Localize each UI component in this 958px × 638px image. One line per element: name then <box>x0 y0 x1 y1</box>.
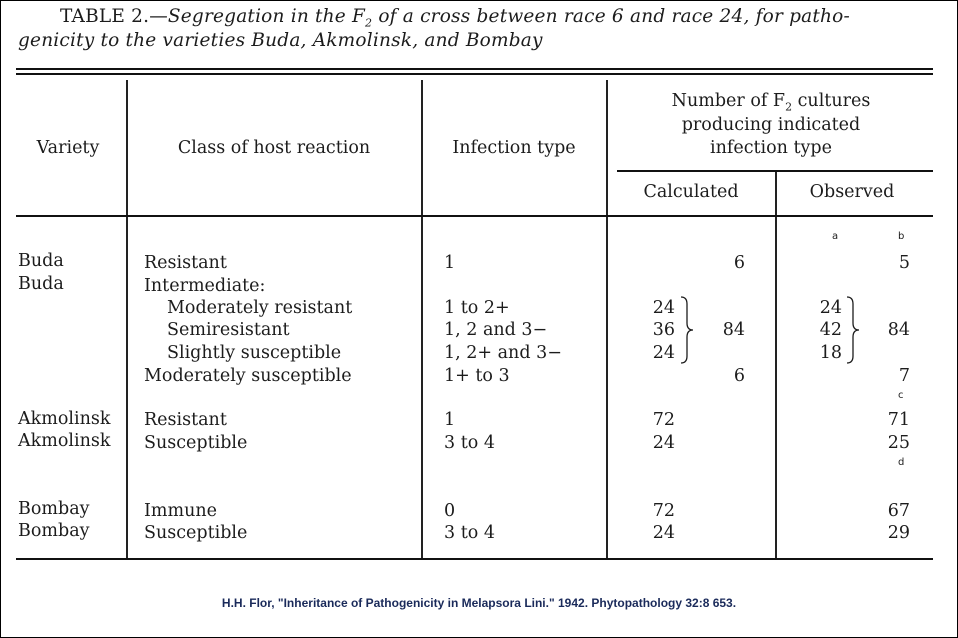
cell-calculated: 72 <box>652 410 675 430</box>
intermediate-total-calculated: 84 <box>722 320 745 340</box>
col-divider-2 <box>421 80 423 558</box>
cell-reaction: Slightly susceptible <box>167 343 342 363</box>
cell-calculated: 36 <box>652 320 675 340</box>
top-rule <box>16 68 933 70</box>
title-text-rest: of a cross between race 6 and race 24, for patho- <box>372 6 850 27</box>
cell-observed: 67 <box>887 501 910 521</box>
table-title-line2: genicity to the varieties Buda, Akmolinsk, and Bombay <box>18 30 543 51</box>
footnote-d: d <box>898 457 905 468</box>
cell-calculated: 6 <box>733 253 745 273</box>
cell-observed: 18 <box>819 343 842 363</box>
header-bottom-rule <box>16 215 933 217</box>
cell-calculated: 24 <box>652 343 675 363</box>
cell-reaction: Resistant <box>144 410 227 430</box>
cell-infection: 1, 2 and 3− <box>444 320 548 340</box>
cell-observed: 42 <box>819 320 842 340</box>
cell-infection: 0 <box>444 501 456 521</box>
header-f2-line2: producing indicated <box>681 115 861 135</box>
cell-infection: 1 <box>444 253 456 273</box>
cell-reaction: Susceptible <box>144 433 248 453</box>
cell-observed: 24 <box>819 298 842 318</box>
cell-reaction: Susceptible <box>144 523 248 543</box>
cell-calculated: 24 <box>652 433 675 453</box>
header-f2-line3: infection type <box>710 138 832 158</box>
source-caption: H.H. Flor, "Inheritance of Pathogenicity in Melapsora Lini." 1942. Phytopathology 32:8 653. <box>221 596 737 610</box>
cell-variety: Akmolinsk <box>18 431 111 451</box>
header-calculated: Calculated <box>643 182 739 202</box>
cell-variety: Akmolinsk <box>18 409 111 429</box>
cell-infection: 1 <box>444 410 456 430</box>
observed-brace <box>846 296 860 364</box>
cell-reaction: Semiresistant <box>167 320 290 340</box>
header-host-reaction: Class of host reaction <box>177 138 371 158</box>
title-subscript: 2 <box>365 16 373 30</box>
header-observed: Observed <box>809 182 895 202</box>
header-f2-subscript: 2 <box>785 100 793 114</box>
cell-observed: 25 <box>887 433 910 453</box>
header-infection-type: Infection type <box>452 138 576 158</box>
cell-reaction: Moderately resistant <box>167 298 353 318</box>
cell-calculated: 72 <box>652 501 675 521</box>
footnote-a: a <box>832 231 839 242</box>
calculated-brace <box>680 296 694 364</box>
cell-infection: 1, 2+ and 3− <box>444 343 562 363</box>
header-f2-rest: cultures <box>792 91 871 111</box>
cell-infection: 3 to 4 <box>444 433 495 453</box>
cell-observed: 29 <box>887 523 910 543</box>
cell-observed: 7 <box>898 366 910 386</box>
bottom-rule <box>16 558 933 560</box>
col-divider-1 <box>126 80 128 558</box>
title-text: Segregation in the F <box>167 6 366 27</box>
cell-reaction: Resistant <box>144 253 227 273</box>
col-divider-3 <box>606 80 608 558</box>
header-variety: Variety <box>36 138 100 158</box>
col-divider-4 <box>775 170 777 558</box>
cell-infection: 1+ to 3 <box>444 366 510 386</box>
cell-infection: 3 to 4 <box>444 523 495 543</box>
intermediate-total-observed: 84 <box>887 320 910 340</box>
cell-variety: Bombay <box>18 521 90 541</box>
cell-calculated: 24 <box>652 298 675 318</box>
footnote-c: c <box>898 390 904 401</box>
cell-variety: Buda <box>18 274 64 294</box>
cell-variety: Buda <box>18 251 64 271</box>
table-label: TABLE 2.— <box>60 6 168 27</box>
cell-reaction: Immune <box>144 501 217 521</box>
top-rule-2 <box>16 73 933 75</box>
footnote-b: b <box>898 231 905 242</box>
header-f2-text: Number of F <box>671 91 786 111</box>
cell-reaction: Intermediate: <box>144 276 266 296</box>
subheader-rule <box>617 170 933 172</box>
cell-reaction: Moderately susceptible <box>144 366 352 386</box>
cell-variety: Bombay <box>18 499 90 519</box>
cell-calculated: 24 <box>652 523 675 543</box>
cell-observed: 71 <box>887 410 910 430</box>
cell-infection: 1 to 2+ <box>444 298 510 318</box>
cell-observed: 5 <box>898 253 910 273</box>
cell-calculated: 6 <box>733 366 745 386</box>
